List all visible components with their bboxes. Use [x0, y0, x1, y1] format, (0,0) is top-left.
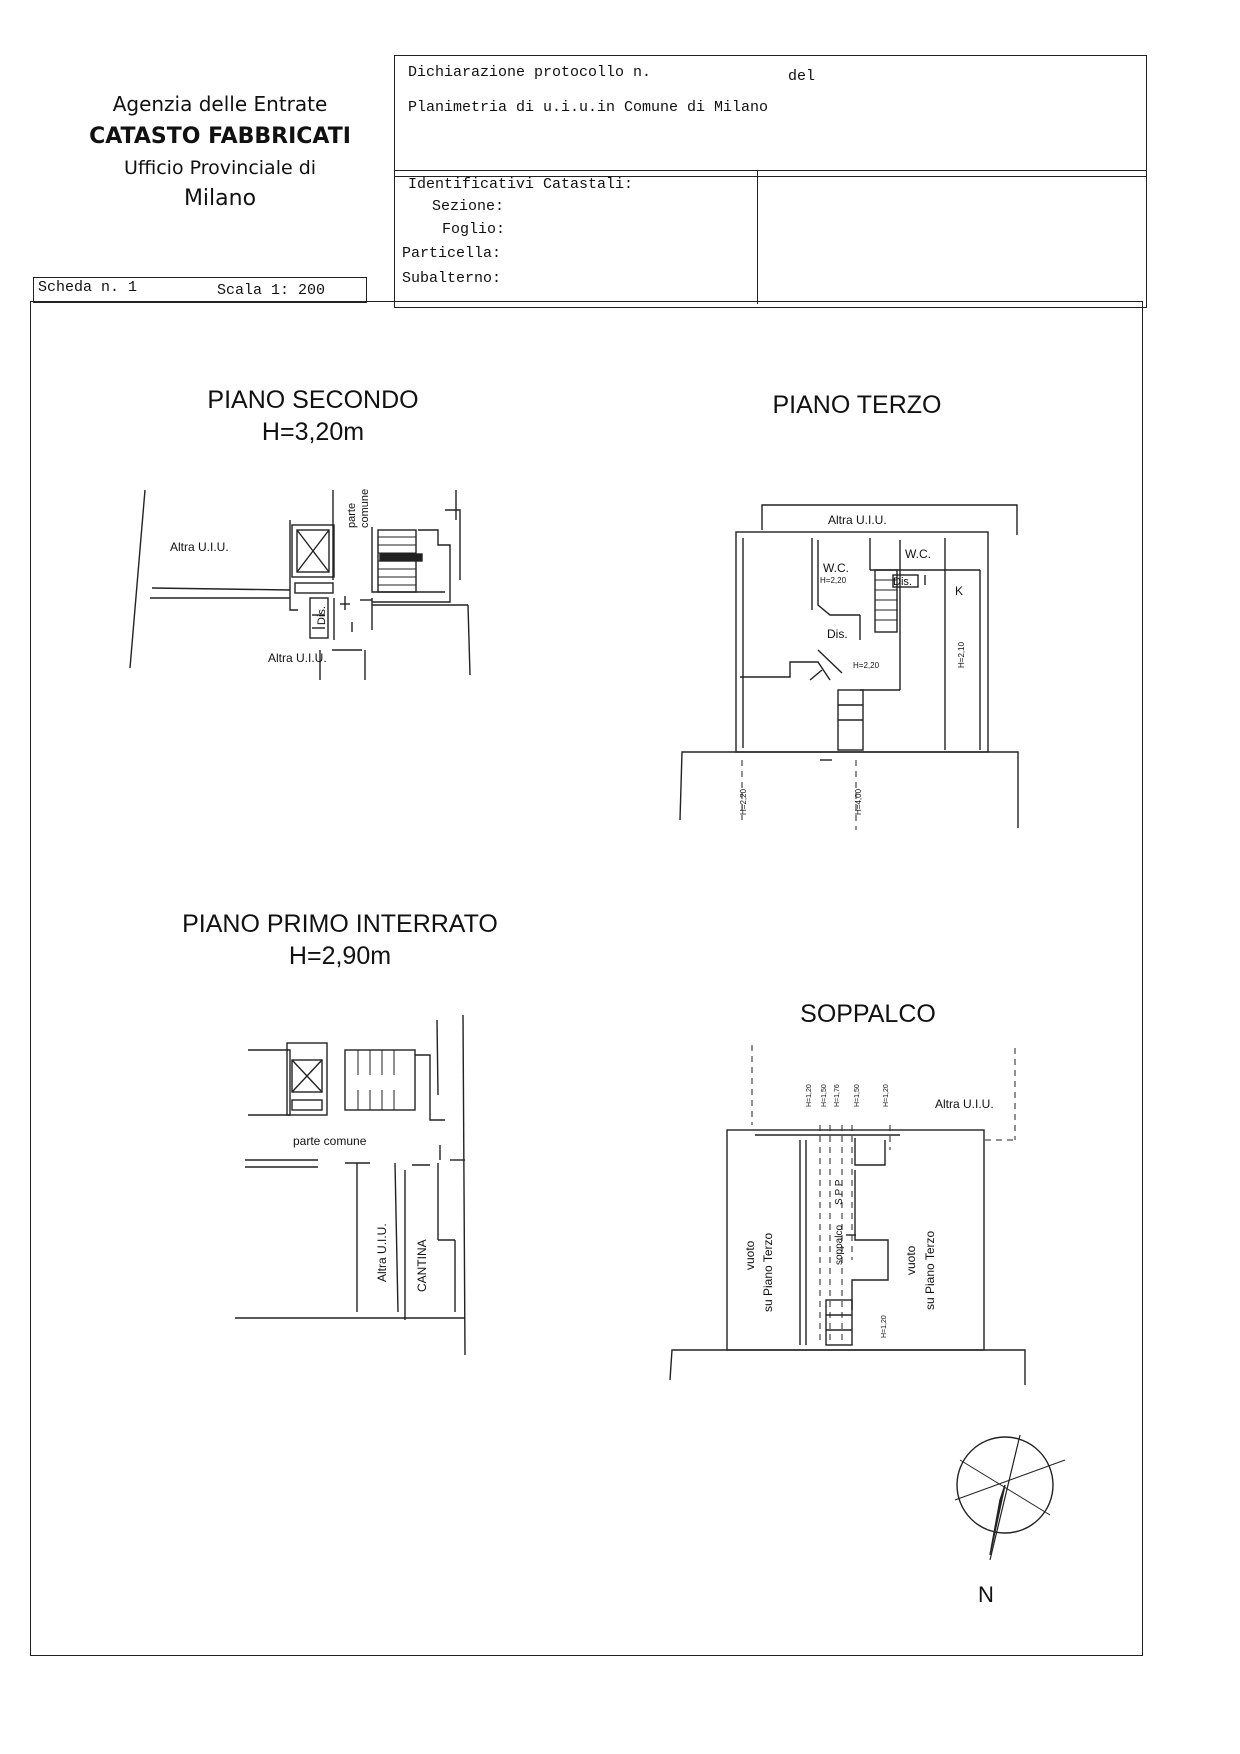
piano-interrato-name: PIANO PRIMO INTERRATO	[182, 910, 498, 938]
secondo-parte: parte	[346, 502, 358, 528]
soppalco-altra: Altra U.I.U.	[935, 1097, 994, 1111]
soppalco-h2: H=1,50	[821, 1084, 828, 1107]
piano-secondo-height: H=3,20m	[261, 418, 365, 446]
agency-city: Milano	[183, 186, 257, 211]
compass-north: N	[978, 1582, 994, 1607]
del-label: del	[788, 68, 816, 85]
soppalco-su-piano-right: su Piano Terzo	[923, 1230, 937, 1310]
secondo-altra-top: Altra U.I.U.	[170, 540, 229, 554]
terzo-h-left: H=2,20	[739, 788, 748, 815]
piano-secondo-name: PIANO SECONDO	[207, 386, 419, 414]
soppalco-h1: H=1,20	[806, 1084, 813, 1107]
foglio-label: Foglio:	[442, 221, 506, 238]
terzo-dis1: Dis.	[893, 576, 912, 588]
terzo-h-mid: H=4,00	[854, 788, 863, 815]
terzo-h-dis: H=2,20	[853, 661, 880, 670]
particella-label: Particella:	[402, 245, 502, 262]
soppalco-h4: H=1,50	[854, 1084, 861, 1107]
terzo-dis2: Dis.	[827, 627, 848, 641]
agency-office: Ufficio Provinciale di	[123, 157, 317, 179]
plan-interrato-drawing	[235, 1015, 465, 1355]
soppalco-su-piano-left: su Piano Terzo	[761, 1232, 775, 1312]
plan-terzo-drawing	[680, 505, 1018, 830]
soppalco-vuoto-left: vuoto	[743, 1240, 757, 1270]
secondo-altra-bottom: Altra U.I.U.	[268, 651, 327, 665]
terzo-altra: Altra U.I.U.	[828, 513, 887, 527]
soppalco-h5: H=1,20	[883, 1084, 890, 1107]
interrato-parte-comune: parte comune	[293, 1134, 367, 1148]
soppalco-h6: H=1,20	[881, 1315, 888, 1338]
compass-rose	[955, 1435, 1065, 1560]
soppalco-vuoto-right: vuoto	[904, 1245, 918, 1275]
sezione-label: Sezione:	[432, 198, 505, 215]
subalterno-label: Subalterno:	[402, 270, 502, 287]
terzo-wc2: W.C.	[905, 547, 931, 561]
agency-name: Agenzia delle Entrate	[112, 92, 328, 116]
soppalco-h3: H=1,76	[834, 1084, 841, 1107]
secondo-comune: comune	[359, 488, 371, 528]
plan-soppalco-drawing	[670, 1045, 1025, 1385]
soppalco-label: soppalco	[834, 1224, 845, 1265]
terzo-h-k: H=2,10	[957, 641, 966, 668]
agency-dept: CATASTO FABBRICATI	[89, 124, 351, 149]
interrato-altra: Altra U.I.U.	[375, 1223, 389, 1282]
terzo-wc1-h: H=2,20	[820, 576, 847, 585]
soppalco-title: SOPPALCO	[800, 1000, 936, 1028]
terzo-wc1: W.C.	[823, 561, 849, 575]
piano-interrato-height: H=2,90m	[288, 942, 392, 970]
scale-label: Scala 1: 200	[217, 282, 326, 299]
piano-terzo-title: PIANO TERZO	[772, 391, 942, 419]
secondo-dis: Dis.	[316, 606, 328, 625]
ident-label: Identificativi Catastali:	[408, 176, 634, 193]
scheda-label: Scheda n. 1	[38, 279, 138, 296]
plan-label: Planimetria di u.i.u.in Comune di Milano	[408, 99, 769, 116]
interrato-cantina: CANTINA	[415, 1239, 429, 1292]
protocol-label: Dichiarazione protocollo n.	[408, 64, 652, 81]
terzo-k: K	[955, 584, 964, 598]
soppalco-spp: S P P	[834, 1179, 845, 1205]
